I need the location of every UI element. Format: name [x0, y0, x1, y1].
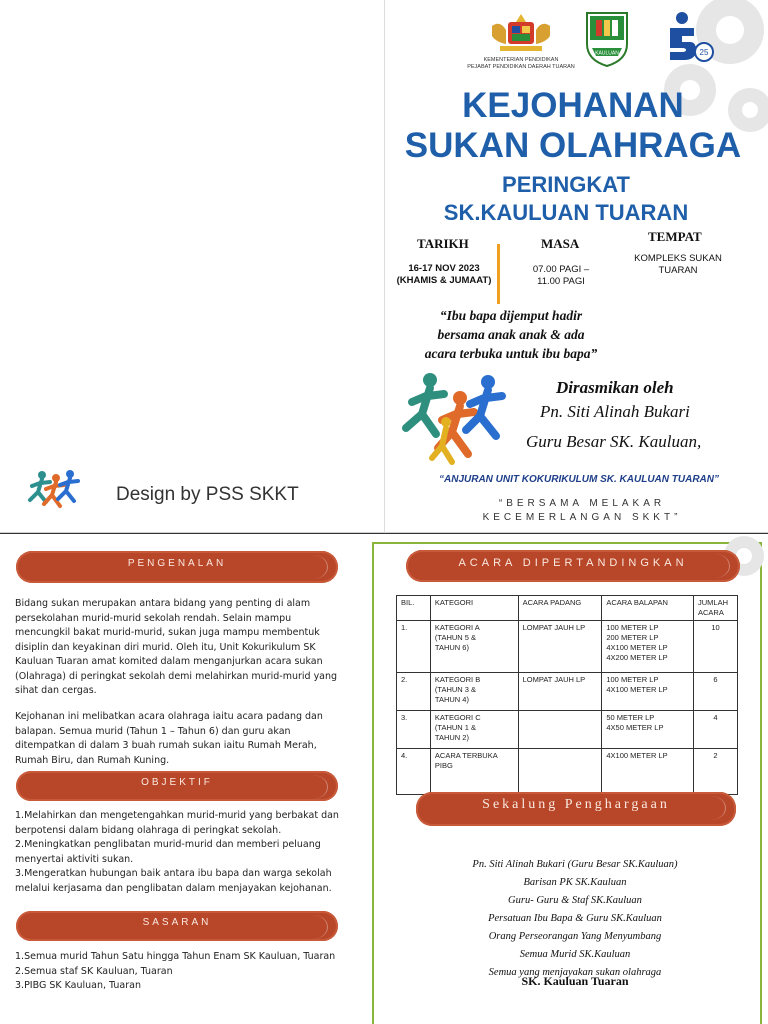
masa-value [520, 264, 602, 288]
objektif-item: 2.Meningkatkan penglibatan murid-murid dan memberi peluang menyertai aktiviti sukan. [15, 839, 321, 865]
title-line-1: KEJOHANAN [462, 86, 684, 125]
acara-title: ACARA DIPERTANDINGKAN [458, 557, 688, 569]
cell-bil: 2. [397, 673, 431, 711]
cell-kategori: KATEGORI A (TAHUN 5 & TAHUN 6) [430, 621, 518, 673]
swoosh-decoration [700, 554, 730, 578]
dirasmikan-label: Dirasmikan oleh [556, 378, 674, 397]
cell-jumlah: 4 [694, 711, 738, 749]
penghargaan-title: Sekalung Penghargaan [482, 797, 670, 812]
cell-balapan: 4X100 METER LP [602, 749, 694, 795]
acara-header [406, 550, 740, 582]
quote-line-3: acara terbuka untuk ibu bapa” [424, 346, 598, 361]
cell-jumlah: 6 [694, 673, 738, 711]
header-acara-balapan: ACARA BALAPAN [602, 596, 694, 621]
kpm-line-1: KEMENTERIAN PENDIDIKAN [483, 57, 559, 63]
swoosh-decoration [298, 915, 328, 939]
tempat-value-1: KOMPLEKS SUKAN [634, 253, 722, 264]
penghargaan-item: Semua Murid SK.Kauluan [519, 949, 631, 960]
masa-label: MASA [541, 236, 580, 251]
runners-illustration-icon [400, 370, 510, 470]
cell-padang: LOMPAT JAUH LP [518, 673, 602, 711]
header-acara-padang: ACARA PADANG [518, 596, 602, 621]
sasaran-item: 3.PIBG SK Kauluan, Tuaran [15, 980, 142, 991]
fold-line [384, 0, 385, 533]
tarikh-value-1: 16-17 NOV 2023 [408, 263, 480, 274]
sasaran-item: 2.Semua staf SK Kauluan, Tuaran [15, 965, 173, 977]
sasaran-list [15, 950, 343, 994]
title-line-4: SK.KAULUAN TUARAN [443, 200, 689, 225]
motto-line-1: “BERSAMA MELAKAR [498, 498, 666, 509]
pengenalan-header [16, 551, 338, 583]
sasaran-header [16, 911, 338, 941]
organizer-line: “ANJURAN UNIT KOKURIKULUM SK. KAULUAN TUARAN” [439, 474, 719, 485]
quote-line-2: bersama anak anak & ada [437, 327, 585, 342]
cell-padang [518, 711, 602, 749]
objektif-list [15, 809, 343, 896]
cell-padang [518, 749, 602, 795]
officiant-role: Guru Besar SK. Kauluan, [526, 432, 702, 451]
penghargaan-item: Guru- Guru & Staf SK.Kauluan [508, 895, 642, 906]
tarikh-value-2: (KHAMIS & JUMAAT) [396, 275, 492, 286]
cell-bil: 4. [397, 749, 431, 795]
cell-bil: 1. [397, 621, 431, 673]
objektif-item: 1.Melahirkan dan mengetengahkan murid-murid yang berbakat dan berpotensi dalam bidang olahraga di peringkat sekolah. [15, 810, 339, 836]
cell-jumlah: 10 [694, 621, 738, 673]
cell-kategori: KATEGORI C (TAHUN 1 & TAHUN 2) [430, 711, 518, 749]
runners-logo-icon [26, 468, 80, 514]
cell-balapan: 100 METER LP 4X100 METER LP [602, 673, 694, 711]
design-credit: Design by PSS SKKT [116, 484, 299, 505]
kpm-line-2: PEJABAT PENDIDIKAN DAERAH TUARAN [467, 64, 575, 70]
info-divider [497, 244, 500, 304]
swoosh-decoration [298, 775, 328, 799]
penghargaan-item: Barisan PK SK.Kauluan [523, 877, 627, 888]
objektif-header [16, 771, 338, 801]
penghargaan-item: Orang Perseorangan Yang Menyumbang [488, 931, 662, 942]
pengenalan-title: PENGENALAN [127, 558, 227, 569]
penghargaan-header [416, 792, 736, 826]
tempat-value-2: TUARAN [658, 265, 698, 276]
quote-line-1: “Ibu bapa dijemput hadir [439, 308, 583, 323]
pengenalan-paragraph-1: Bidang sukan merupakan antara bidang yang penting di alam persekolahan murid-murid sekolah rendah. Selain mampu mencungkil bakat murid-murid, sukan juga mampu membentuk disiplin dan keyakinan diri murid. Oleh itu, Unit Kokurikulum SK Kauluan Tuaran amat komited dalam menganjurkan acara sukan (Olahraga) di peringkat sekolah demi melahirkan murid-murid yang sihat dan cergas. [15, 598, 338, 696]
kpm-caption [462, 57, 580, 71]
table-row [397, 673, 738, 711]
sasaran-title: SASARAN [142, 917, 212, 928]
table-row [397, 749, 738, 795]
anniversary-logo-icon [664, 10, 716, 64]
table-row [397, 621, 738, 673]
penghargaan-item: Persatuan Ibu Bapa & Guru SK.Kauluan [488, 913, 662, 924]
penghargaan-list [410, 856, 740, 982]
penghargaan-item: Semua yang menjayakan sukan olahraga [488, 967, 662, 978]
tempat-value [622, 253, 734, 277]
cell-kategori: ACARA TERBUKA PIBG [430, 749, 518, 795]
table-header-row [397, 596, 738, 621]
motto-line-2: KECEMERLANGAN SKKT” [482, 512, 682, 523]
school-logo-text: KAULUAN [595, 50, 619, 57]
header-kategori: KATEGORI [430, 596, 518, 621]
tarikh-label: TARIKH [417, 236, 469, 251]
invitation-quote [390, 306, 632, 363]
masa-value-1: 07.00 PAGI – [532, 264, 590, 275]
cell-padang: LOMPAT JAUH LP [518, 621, 602, 673]
officiant-name: Pn. Siti Alinah Bukari [540, 402, 690, 421]
header-jumlah: JUMLAH ACARA [694, 596, 738, 621]
acara-table [396, 595, 738, 795]
penghargaan-item: Pn. Siti Alinah Bukari (Guru Besar SK.Kauluan) [472, 859, 678, 870]
anniversary-text: 25 [699, 48, 709, 57]
cell-kategori: KATEGORI B (TAHUN 3 & TAHUN 4) [430, 673, 518, 711]
tempat-label: TEMPAT [648, 229, 702, 244]
penghargaan-final: SK. Kauluan Tuaran [521, 974, 629, 988]
cell-jumlah: 2 [694, 749, 738, 795]
pengenalan-paragraph-2: Kejohanan ini melibatkan acara olahraga iaitu acara padang dan balapan. Semua murid (Tahun 1 – Tahun 6) dan guru akan ditempatkan di dalam 3 buah rumah sukan iaitu Rumah Merah, Rumah Biru, dan Rumah Kuning. [15, 711, 323, 766]
cell-balapan: 100 METER LP 200 METER LP 4X100 METER LP 4X200 METER LP [602, 621, 694, 673]
header-bil: BIL. [397, 596, 431, 621]
swoosh-decoration [696, 796, 726, 820]
table-row [397, 711, 738, 749]
masa-value-2: 11.00 PAGI [537, 276, 585, 287]
objektif-title: OBJEKTIF [141, 777, 213, 788]
school-logo-icon [584, 10, 630, 68]
sasaran-item: 1.Semua murid Tahun Satu hingga Tahun Enam SK Kauluan, Tuaran [15, 951, 336, 962]
title-line-2: SUKAN OLAHRAGA [404, 126, 742, 165]
tarikh-value [388, 263, 500, 287]
cell-bil: 3. [397, 711, 431, 749]
kpm-crest-icon [486, 12, 556, 56]
title-line-3: PERINGKAT [502, 172, 630, 197]
cell-balapan: 50 METER LP 4X50 METER LP [602, 711, 694, 749]
objektif-item: 3.Mengeratkan hubungan baik antara ibu bapa dan warga sekolah melalui kerjasama dan penglibatan dalam menjayakan kejohanan. [15, 868, 332, 894]
swoosh-decoration [298, 555, 328, 579]
